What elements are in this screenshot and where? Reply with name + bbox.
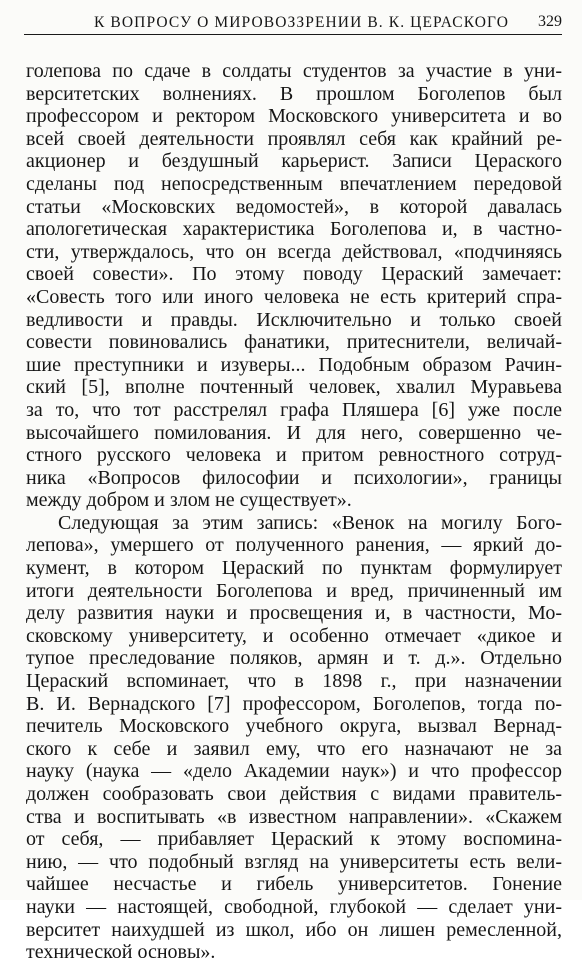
text-line: сти, утверждалось, что он всегда действовал, «подчиняясь — [26, 240, 562, 263]
text-line: «Совесть того или иного человека не есть критерий спра- — [26, 285, 562, 308]
text-line: сковскому университету, и особенно отмечает «дикое и — [26, 624, 562, 647]
text-line: ского к себе и заявил ему, что его назначают не за — [26, 737, 562, 760]
text-line: печитель Московского учебного округа, вызвал Вернад- — [26, 715, 562, 738]
page-number: 329 — [538, 13, 562, 30]
text-line: акционер и бездушный карьерист. Записи Цераского — [26, 150, 562, 173]
text-line: верситетских волнениях. В прошлом Боголепов был — [26, 82, 562, 105]
text-line: чайшее несчастье и гибель университетов. Гонение — [26, 873, 562, 896]
text-line: итоги деятельности Боголепова и вред, причиненный им — [26, 579, 562, 602]
text-line: апологетическая характеристика Боголепова и, в частно- — [26, 218, 562, 241]
text-line: стного русского человека и притом ревностного сотруд- — [26, 444, 562, 467]
text-line: ника «Вопросов философии и психологии», границы — [26, 466, 562, 489]
text-line: В. И. Вернадского [7] профессором, Боголепов, тогда по- — [26, 692, 562, 715]
text-line: нию, — что подобный взгляд на университеты есть вели- — [26, 850, 562, 873]
text-line: науки — настоящей, свободной, глубокой — сделает уни- — [26, 895, 562, 918]
text-line: шие преступники и изуверы... Подобным образом Рачин- — [26, 353, 562, 376]
text-line: ведливости и правды. Исключительно и только своей — [26, 308, 562, 331]
text-line: от себя, — прибавляет Цераский к этому воспомина- — [26, 828, 562, 851]
text-line: ства и воспитывать «в известном направлении». «Скажем — [26, 805, 562, 828]
text-line: кумент, в котором Цераский по пунктам формулирует — [26, 557, 562, 580]
text-line: лепова», умершего от полученного ранения, — яркий до- — [26, 534, 562, 557]
text-line: Следующая за этим запись: «Венок на могилу Бого- — [58, 511, 562, 534]
text-line: верситет наихудшей из школ, ибо он лишен ремесленной, — [26, 918, 562, 941]
text-line: науку (наука — «дело Академии наук») и что профессор — [26, 760, 562, 783]
text-line: должен сообразовать свои действия с видами правитель- — [26, 783, 562, 805]
text-line: своей совести». По этому поводу Цераский замечает: — [26, 263, 562, 286]
paragraph-2 — [26, 512, 562, 964]
body-text — [26, 60, 562, 964]
text-line: высочайшего помилования. И для него, совершенно че- — [26, 421, 562, 444]
text-line: профессором и ректором Московского университета и во — [26, 105, 562, 128]
text-line: статьи «Московских ведомостей», в которой давалась — [26, 195, 562, 218]
text-line: между добром и злом не существует». — [26, 489, 352, 512]
text-line: Цераский вспоминает, что в 1898 г., при назначении — [26, 670, 562, 693]
text-line: делу развития науки и просвещения и, в частности, Мо- — [26, 602, 562, 625]
paragraph-1 — [26, 60, 562, 512]
text-line: технической основы». — [26, 941, 216, 964]
text-line: ский [5], вполне почтенный человек, хвалил Муравьева — [26, 376, 562, 399]
text-line: совести повиновались фанатики, притеснители, величай- — [26, 331, 562, 354]
running-title: К ВОПРОСУ О МИРОВОЗЗРЕНИИ В. К. ЦЕРАСКОГО — [94, 14, 510, 31]
text-line: сделаны под непосредственным впечатлением передовой — [26, 172, 562, 195]
text-line: голепова по сдаче в солдаты студентов за участие в уни- — [26, 60, 562, 82]
text-line: всей своей деятельности проявлял себя как крайний ре- — [26, 127, 562, 150]
text-line: тупое преследование поляков, армян и т. д.». Отдельно — [26, 647, 562, 670]
text-line: за то, что тот расстрелял графа Пляшера [6] уже после — [26, 398, 562, 421]
running-head — [24, 12, 562, 35]
